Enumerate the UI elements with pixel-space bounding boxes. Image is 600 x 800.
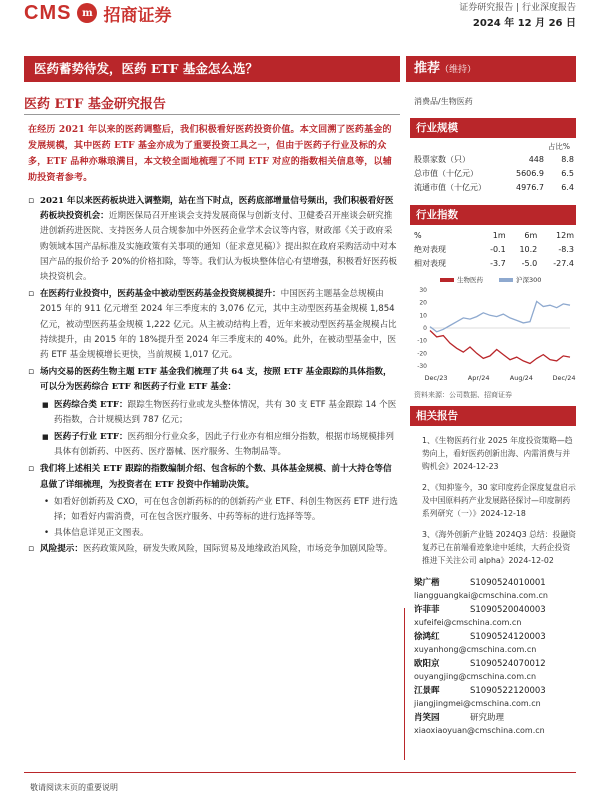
related-list — [410, 434, 576, 567]
industry-scale-heading: 行业规模 — [410, 118, 576, 138]
chart-source: 资料来源：公司数据、招商证券 — [414, 391, 512, 399]
row-value: 4976.7 — [516, 183, 544, 192]
dot-item: • 如看好创新药及 CXO，可在包含创新药标的的创新药产业 ETF、科创生物医药 ETF 进行选择；如看好内需消费，可在包含医疗服务、中药等标的进行选择等等。 — [28, 495, 400, 525]
analyst-name: 欧阳京 — [414, 659, 440, 669]
analyst-entry — [414, 658, 576, 683]
analyst-email[interactable]: xiaoxiaoyuan@cmschina.com.cn — [414, 725, 545, 735]
analyst-id: S1090524120003 — [470, 632, 546, 642]
row-value: -3.7 — [490, 259, 506, 268]
bullet-item — [28, 365, 400, 395]
bullet-bold: 场内交易的医药生物主题 ETF 基金我们梳理了共 64 支，按照 ETF 基金跟踪的具体指数，可以分为医药综合 ETF 和医药子行业 ETF 基金： — [40, 367, 392, 393]
bullet-item — [28, 194, 400, 285]
y-tick-label: 0 — [423, 325, 427, 332]
row-label: 绝对表现 — [414, 245, 446, 254]
x-tick-label: Apr/24 — [467, 374, 490, 382]
report-date: 2024 年 12 月 26 日 — [472, 18, 576, 29]
industry-scale-table — [414, 153, 574, 195]
analyst-email[interactable]: xuyanhong@cmschina.com.cn — [414, 644, 537, 654]
y-tick-label: -10 — [417, 337, 427, 345]
row-pct: 6.5 — [561, 169, 574, 178]
report-title: 医药蓄势待发，医药 ETF 基金怎么选？ — [24, 56, 400, 82]
legend-item — [440, 275, 483, 284]
legend-swatch — [440, 278, 454, 282]
chart-legend — [440, 275, 576, 284]
bullet-bold: 我们将上述相关 ETF 跟踪的指数编制介绍、包含标的个数、具体基金规模、前十大持仓等信息做了详细梳理，为投资者在 ETF 投资中作辅助决策。 — [40, 464, 392, 490]
abstract: 在经历 2021 年以来的医药调整后，我们积极看好医药投资价值。本文回溯了医药基金的发展规模，其中医药 ETF 基金亦成为了重要投资工具之一，但由于医药子行业及标的众多，ETF 品种亦琳琅满目，本文较全面地梳理了不同 ETF 对应的指数相关信息等，以辅助投资者参考。 — [28, 125, 392, 183]
bullet-item — [28, 462, 400, 492]
risk-item — [28, 542, 400, 557]
analyst-entry — [414, 577, 576, 602]
risk-text: 医药政策风险，研发失败风险，国际贸易及地缘政治风险，市场竞争加剧风险等。 — [82, 544, 393, 555]
risk-bold: 风险提示： — [40, 544, 83, 555]
row-pct: 6.4 — [561, 183, 574, 192]
x-tick-label: Dec/24 — [552, 374, 576, 382]
table-header-row — [414, 229, 574, 243]
related-heading: 相关报告 — [410, 406, 576, 426]
index-line-chart — [410, 284, 576, 384]
sidebar — [410, 112, 576, 739]
rating-banner — [406, 56, 576, 82]
table-row — [414, 257, 574, 271]
bullet-item — [28, 287, 400, 363]
sub-bullet-bold: 医药子行业 ETF： — [54, 432, 128, 443]
analyst-name: 江景晖 — [414, 686, 440, 696]
legend-item — [499, 275, 541, 284]
related-report-link[interactable]: 3、《海外创新产业链 2024Q3 总结：投融资复苏已在前端看迹象途中延续，大药企投资推进下关注公司 alpha》2024-12-02 — [422, 530, 576, 565]
logo-badge-icon: m — [77, 3, 97, 23]
table-row — [414, 167, 574, 181]
row-label: 相对表现 — [414, 259, 446, 268]
table-row — [414, 181, 574, 195]
sub-bullet-item — [28, 398, 400, 428]
y-tick-label: 30 — [419, 287, 427, 294]
industry-index-table — [414, 229, 574, 271]
sub-bullet-text: 医药细分行业众多，因此子行业亦有相应细分指数，根据市场规模排列具体有创新药、中医药、医疗器械、医疗服务、生物制品等。 — [54, 432, 395, 458]
analyst-list — [414, 577, 576, 737]
sector-label: 消费品/生物医药 — [414, 97, 473, 106]
related-report-link[interactable]: 2、《知抑鉴今，30 家印度药企深度复盘启示及中国原料药产业发展路径探讨—印度制药系列研究（一）》2024-12-18 — [422, 483, 576, 518]
analyst-email[interactable]: ouyangjing@cmschina.com.cn — [414, 671, 537, 681]
col-header: 12m — [556, 231, 574, 240]
analyst-entry — [414, 712, 576, 737]
x-tick-label: Aug/24 — [509, 374, 533, 382]
analyst-entry — [414, 604, 576, 629]
sub-bullet-bold: 医药综合类 ETF： — [54, 399, 128, 410]
rating-sub: （维持） — [440, 65, 477, 75]
sub-bullet-item — [28, 430, 400, 460]
analyst-email[interactable]: liangguangkai@cmschina.com.cn — [414, 590, 548, 600]
row-value: -8.3 — [558, 245, 574, 254]
y-tick-label: 10 — [419, 312, 427, 320]
page-header — [0, 0, 600, 34]
row-pct: 8.8 — [561, 155, 574, 164]
header-meta — [459, 0, 576, 32]
table-row — [414, 243, 574, 257]
footer-divider — [24, 772, 576, 773]
legend-swatch — [499, 278, 513, 282]
legend-label: 生物医药 — [457, 276, 483, 284]
footer-note: 敬请阅读末页的重要说明 — [30, 783, 118, 792]
industry-index-heading: 行业指数 — [410, 205, 576, 225]
analyst-email[interactable]: xufeifei@cmschina.com.cn — [414, 617, 522, 627]
row-value: 448 — [528, 155, 544, 164]
analyst-name: 许菲菲 — [414, 605, 440, 615]
col-header: 6m — [524, 231, 538, 240]
bullet-bold: 2021 年以来医药板块进入调整期，站在当下时点，医药底部增量信号频出，我们积极看好医药板块投资机会： — [40, 196, 394, 222]
series-line — [430, 331, 570, 364]
report-category: 证券研究报告 | 行业深度报告 — [459, 3, 576, 13]
logo-text-en: CMS — [24, 1, 72, 24]
logo-text-zh: 招商证券 — [103, 5, 172, 26]
row-value: 5606.9 — [516, 169, 544, 178]
rating-label: 推荐 — [414, 61, 441, 76]
row-value: 10.2 — [519, 245, 538, 254]
row-value: -0.1 — [490, 245, 506, 254]
y-tick-label: -20 — [417, 350, 427, 358]
analyst-email[interactable]: jiangjingmei@cmschina.com.cn — [414, 698, 541, 708]
series-line — [430, 301, 570, 331]
bullet-text: 中国医药主题基金总规模由 2015 年的 911 亿元增至 2024 年三季度末的 3,076 亿元，其中主动型医药基金规模 1,854 亿元，被动型医药基金规模 1,222 亿元。从主被动结构上看，近年来被动型医药基金规模占比持续提升，由 2015 年的 18%提升至 2024 年三季度末的 40%。此外，在被动型基金中，医药 ETF 基金规模增长更快，当前规模 1,017 亿元。 — [40, 289, 397, 361]
analyst-name: 梁广楷 — [414, 578, 440, 588]
analyst-id: S1090524010001 — [470, 578, 546, 588]
analyst-id: S1090524070012 — [470, 659, 546, 669]
analyst-name: 徐鸿红 — [414, 632, 440, 642]
scale-unit: 占比% — [547, 142, 570, 151]
x-tick-label: Dec/23 — [424, 374, 448, 382]
y-tick-label: -30 — [417, 363, 427, 370]
bullet-text: 近期医保局召开座谈会支持发展商保与创新支付、卫健委召开座谈会研究推进创新药进医院、支持医务人员合规参加中外医药企业学术会议等内容，财政部《关于政府采购领域本国产品标准及实施政策有关事项的通知（征求意见稿）》提出拟在政府采购活动中对本国产品的报价给予 20%的价格扣除，等等。我们认为板块整体信心有望增强，积极看好医药板块投资机会。 — [40, 211, 397, 283]
row-label: 流通市值（十亿元） — [414, 183, 486, 192]
row-label: 总市值（十亿元） — [414, 169, 478, 178]
legend-label: 沪深300 — [516, 276, 542, 284]
analyst-divider — [404, 608, 405, 760]
row-label: 股票家数（只） — [414, 155, 470, 164]
main-column — [28, 122, 400, 560]
table-row — [414, 153, 574, 167]
analyst-entry — [414, 631, 576, 656]
company-logo — [24, 0, 171, 26]
analyst-id: S1090522120003 — [470, 686, 546, 696]
divider — [24, 114, 400, 115]
analyst-id: S1090520040003 — [470, 605, 546, 615]
analyst-id: 研究助理 — [470, 713, 505, 723]
analyst-entry — [414, 685, 576, 710]
sub-bullet-text: 跟踪生物医药行业或龙头整体情况，共有 30 支 ETF 基金跟踪 14 个医药指数，合计规模达到 787 亿元； — [54, 399, 397, 425]
bullet-bold: 在医药行业投资中，医药基金中被动型医药基金投资规模提升： — [40, 289, 281, 300]
report-subtitle: 医药 ETF 基金研究报告 — [24, 97, 166, 112]
dot-item: • 具体信息详见正文图表。 — [28, 526, 400, 541]
analyst-name: 肖笑园 — [414, 713, 440, 723]
key-points — [28, 194, 400, 558]
row-value: -5.0 — [521, 259, 538, 268]
related-report-link[interactable]: 1、《生物医药行业 2025 年度投资策略—趋势向上，看好医药创新出海、内需消费与并购机会》2024-12-23 — [422, 436, 573, 471]
y-tick-label: 20 — [419, 299, 427, 307]
col-header: % — [414, 231, 422, 240]
row-value: -27.4 — [553, 259, 574, 268]
col-header: 1m — [492, 231, 506, 240]
